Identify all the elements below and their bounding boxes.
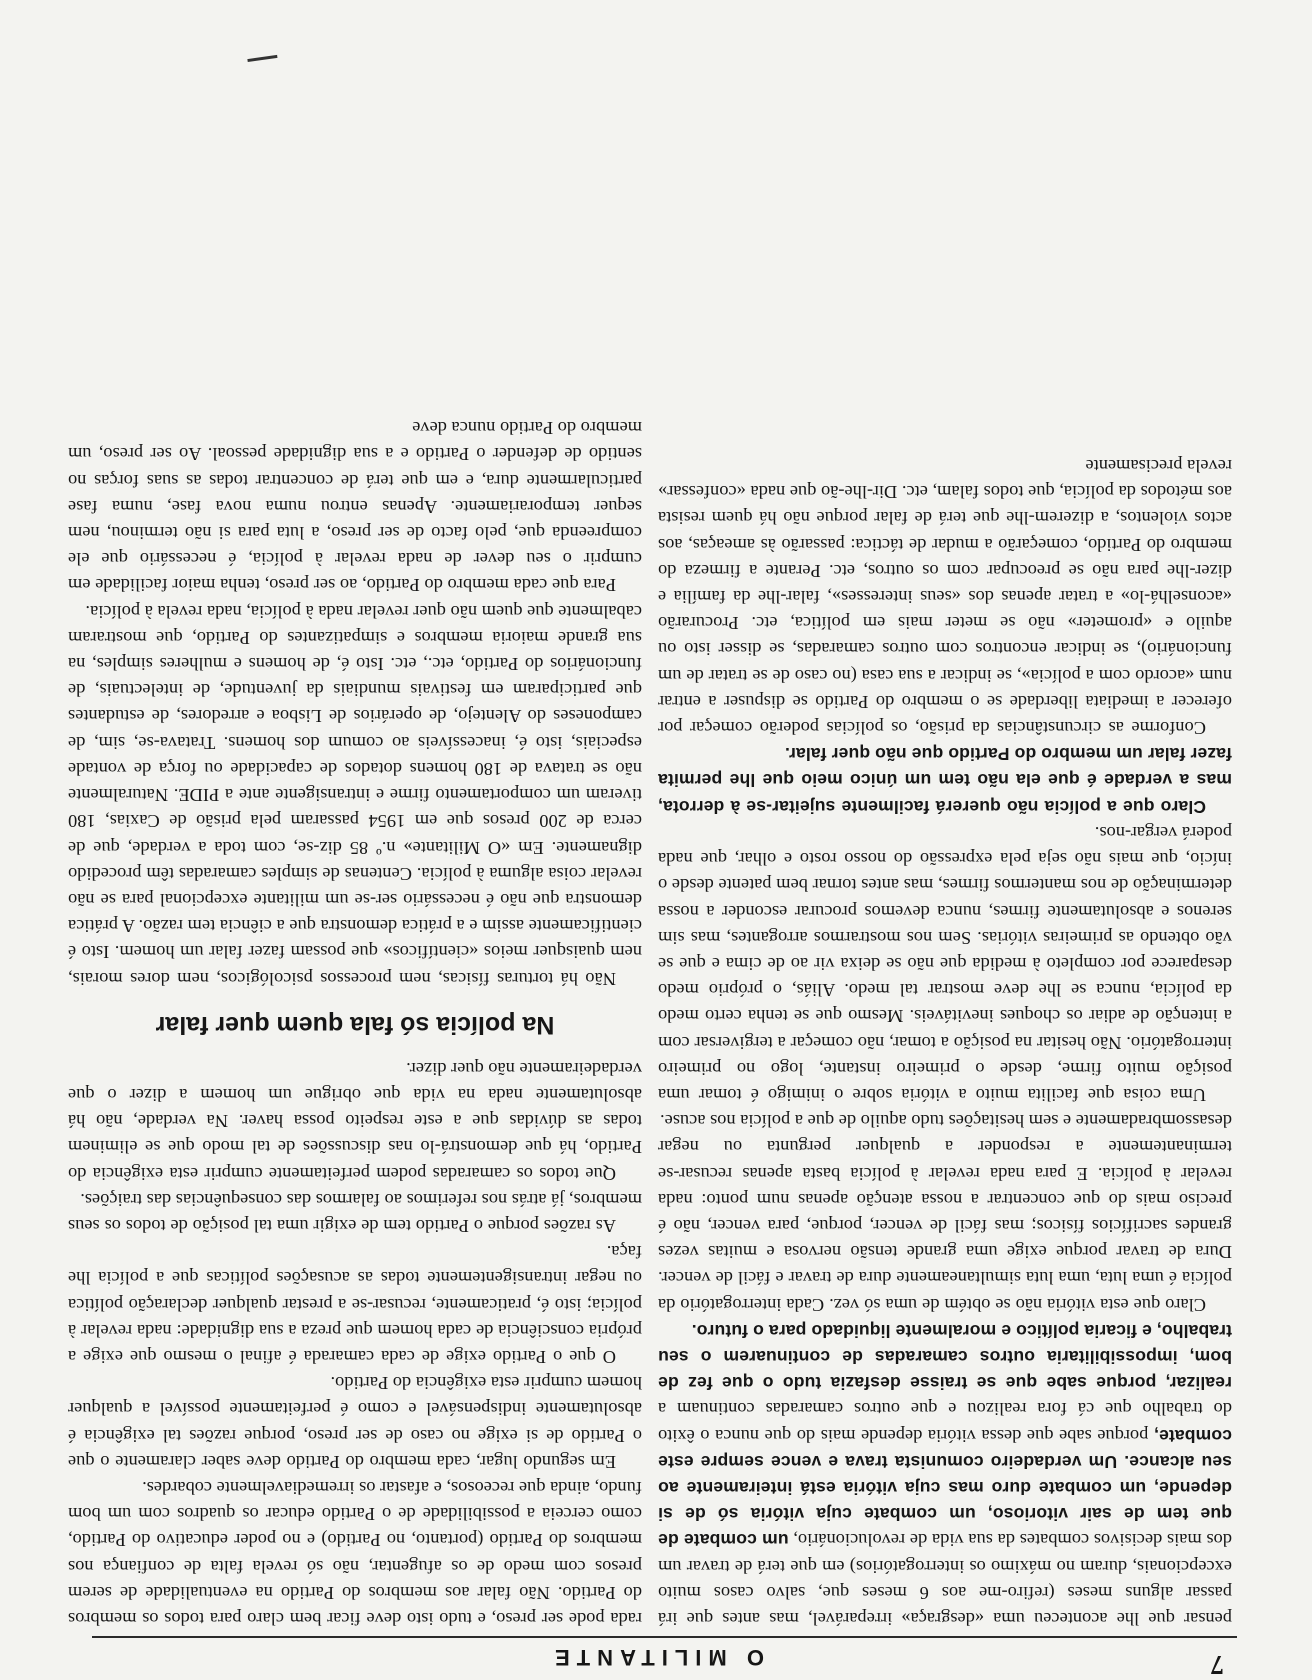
- paragraph: As razões porque o Partido tem de exigir uma tal posição de todos os seus membros, já atrás nos referimos ao falarmos das consequências das traições.: [68, 1189, 642, 1236]
- paragraph: Em segundo lugar, cada membro do Partido deve saber claramente o que o Partido de si exige no caso de ser preso, porque razões tal exigência é absolutamente indispensável e como é perfeitamente possível a qualquer homem cumprir esta exigência do Partido.: [68, 1373, 642, 1472]
- paragraph-text: pensar que lhe aconteceu uma «desgraça» irreparável, mas antes que irá passar alguns meses (refiro-me aos 6 meses que, salvo casos muito excepcionais, duram no máximo os interrogatórios) em que terá de travar um dos mais decisivos combates da sua vida de revolucionário,: [658, 1530, 1232, 1629]
- paragraph: Não há torturas físicas, nem processos psicológicos, nem dores morais, nem quaisquer meios «científicos» que possam fazer falar um homem. Isto é cientificamente assim e a prática demonstra que a ciência tem razão. A prática demonstra que não é necessário ser-se um militante excepcional para se não revelar coisa alguma à polícia. Centenas de simples camaradas têm procedido dignamente. Em «O Militante» n.º 85 diz-se, com toda a verdade, que de cerca de 200 presos que em 1954 passaram pela prisão de Caxias, 180 tiveram um comportamento firme e intransigente ante a PIDE. Naturalmente não se tratava de 180 homens dotados de capacidade ou força de vontade especiais, isto é, inacessíveis ao comum dos homens. Tratava-se, sim, de camponeses do Alentejo, de operários de Lisboa e arredores, de estudantes que participaram em festivais mundiais da juventude, de intelectuais, de funcionários do Partido, etc., etc. Isto é, de homens e mulheres simples, na sua grande maioria membros e simpatizantes do Partido, que mostraram cabalmente que quem não quer revelar nada à polícia, nada revela à polícia.: [68, 601, 642, 989]
- paragraph: [658, 1318, 1232, 1632]
- paragraph: O que o Partido exige de cada camarada é afinal o mesmo que exige a própria consciência de cada homem que preza a sua dignidade: nada revelar à polícia; isto é, praticamente, recusar-se a prestar qualquer declaração política ou negar intransigentemente todas as acusações políticas que a polícia lhe faça.: [68, 1242, 642, 1367]
- header-rule: [92, 1636, 1237, 1638]
- paragraph: rada pode ser preso, e tudo isto deve ficar bem claro para todos os membros do Partido. Não falar aos membros do Partido na eventualidade de serem presos com medo de os afugentar, não só revela falta de confiança nos membros do Partido (portanto, no Partido) e no poder educativo do Partido, como cerceia a possibilidade de o Partido educar os quadros com um bom fundo, ainda que receosos, e afastar os irremediavelmente cobardes.: [68, 1477, 642, 1629]
- left-column: [658, 453, 1232, 1632]
- right-column: [68, 415, 642, 1632]
- paragraph-text: porque sabe que dessa vitória depende mais do que nunca o êxito do trabalho que cá fora realizou e que outros camaradas continuam a: [658, 1399, 1232, 1446]
- paragraph: Para que cada membro do Partido, ao ser preso, tenha maior facilidade em cumprir o seu dever de nada revelar à polícia, é necessário que ele compreenda que, pelo facto de ser preso, a luta para si não terminou, nem sequer temporariamente. Apenas entrou numa nova fase, numa fase particularmente dura, e em que terá de concentrar todas as suas forças no sentido de defender o Partido e a sua dignidade pessoal. Ao ser preso, um membro do Partido nunca deve: [68, 418, 642, 596]
- emphasis-text: realizar, porque sabe que se traisse desfazia tudo o que fez de bom, impossibilitaria outros camaradas de continuarem o seu trabalho, e ficaria político e moralmente liquidado para o futuro.: [658, 1320, 1232, 1394]
- publication-masthead: O MILITANTE: [548, 1645, 764, 1670]
- emphasis-paragraph: Claro que a polícia não quererá facilmente sujeitar-se à derrota, mas a verdade é que ela não tem um único meio que lhe permita fazer falar um membro do Partido que não quer falar.: [658, 744, 1232, 817]
- paragraph: Uma coisa que facilita muito a vitória sobre o inimigo é tomar uma posição muito firme, desde o primeiro instante, logo no primeiro interrogatório. Não hesitar na posição a tomar, não começar a tergiversar com a intenção de adiar os choques inevitáveis. Mesmo que se tenha certo medo da polícia, nunca se lhe deve mostrar tal medo. Aliás, o próprio medo desaparece por completo à medida que não se deixa vir ao de cima e que se vão obtendo as primeiras vitórias. Sem nos mostrarmos arrogantes, mas sim serenos e absolutamente firmes, nunca devemos procurar esconder a nossa determinação de nos mantermos firmes, mas antes tornar bem patente desde o início, que mais não seja pela expressão do nosso rosto e olhar, que nada poderá vergar-nos.: [658, 822, 1232, 1105]
- paragraph: Que todos os camaradas podem perfeitamente cumprir esta exigência do Partido, há que demonstrá-lo nas discussões de tal modo que se eliminem todas as dúvidas que a este respeito possa haver. Na verdade, não há absolutamente nada na vida que obrigue um homem a dizer o que verdadeiramente não quer dizer.: [68, 1058, 642, 1184]
- emphasis-text: um combate de que tem de sair vitorioso, um combate cuja vitória só de si depende, um combate duro mas cuja vitória está inteiramente ao seu alcance. Um verdadeiro comunista trava e vence sempre este combate,: [657, 1425, 1232, 1551]
- article-title: Na polícia só fala quem quer falar: [155, 1010, 555, 1039]
- paragraph: Conforme as circunstâncias da prisão, os polícias poderão começar por oferecer a imediata liberdade se o membro do Partido se dispuser a entrar num «acordo com a polícia», se indicar a sua casa (no caso de se tratar de um funcionário), se indicar encontros com outros camaradas, se disser isto ou aquilo e «prometer» não se meter mais em política, etc. Procurarão «aconselhá-lo» a tratar apenas dos «seus interesses», falar-lhe da família e dizer-lhe para não se preocupar com os outros, etc. Perante a firmeza do membro do Partido, começarão a mudar de táctica: passarão às ameaças, aos actos violentos, a dizerem-lhe que terá de falar porque não há quem resista aos métodos da polícia, que todos falam, etc. Dir-lhe-ão que nada «confessar» revela precisamente: [658, 456, 1232, 739]
- paragraph: Claro que esta vitória não se obtém de uma só vez. Cada interrogatório da polícia é uma luta, uma luta simultaneamente dura de travar e fácil de vencer. Dura de travar porque exige uma grande tensão nervosa e muitas vezes grandes sacrifícios físicos; mas fácil de vencer, porque, para vencer, não é preciso mais do que concentrar a nossa atenção apenas num ponto: nada revelar à polícia. E para nada revelar à polícia basta apenas recusar-se terminantemente a responder a qualquer pergunta ou negar desassombradamente e sem hesitações tudo aquilo de que a polícia nos acuse.: [658, 1111, 1232, 1315]
- pen-mark: [247, 49, 278, 62]
- page-number: 7: [1210, 1650, 1224, 1680]
